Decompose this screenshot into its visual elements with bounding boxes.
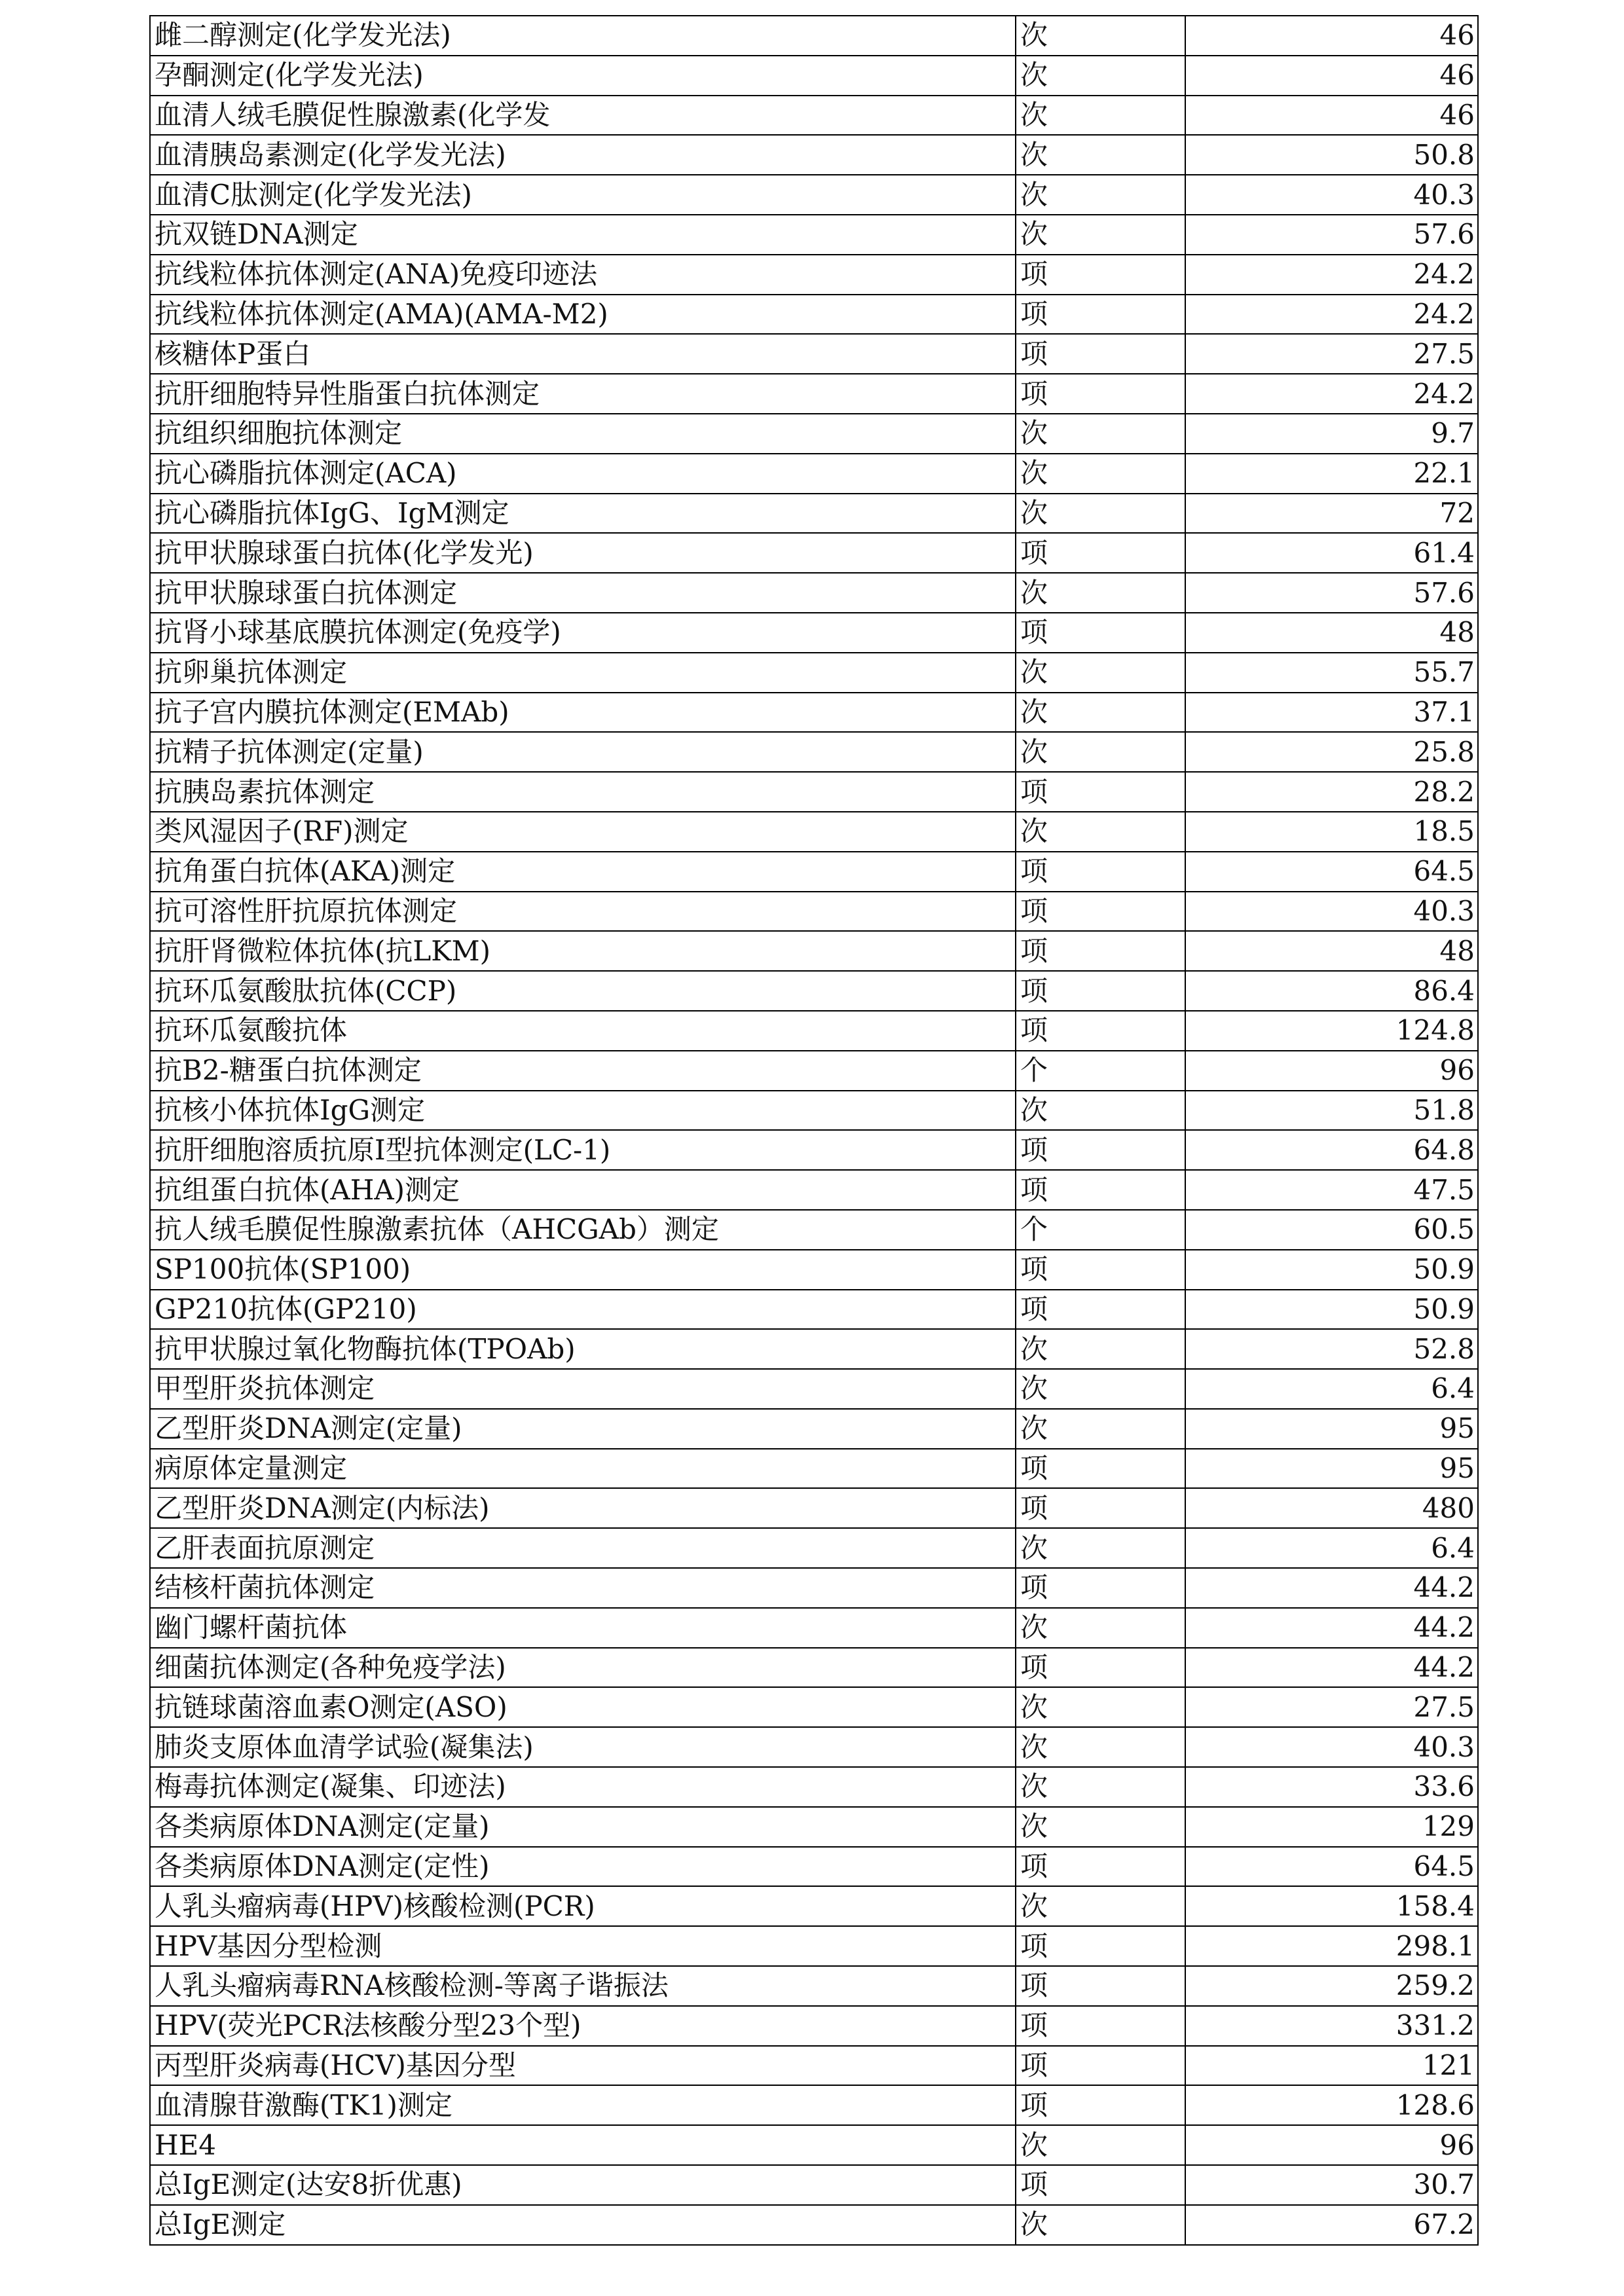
table-row: [150, 533, 1478, 573]
unit-cell: 项: [1016, 255, 1185, 295]
table-row: [150, 1767, 1478, 1807]
table-row: [150, 1210, 1478, 1250]
price-cell: 50.9: [1185, 1290, 1478, 1330]
item-name-cell: 抗卵巢抗体测定: [150, 653, 1016, 693]
table-row: [150, 1807, 1478, 1847]
item-name-cell: GP210抗体(GP210): [150, 1290, 1016, 1330]
price-cell: 30.7: [1185, 2165, 1478, 2205]
table-row: [150, 414, 1478, 454]
item-name-cell: 抗胰岛素抗体测定: [150, 772, 1016, 812]
table-row: [150, 931, 1478, 971]
item-name-cell: 人乳头瘤病毒RNA核酸检测-等离子谐振法: [150, 1966, 1016, 2006]
unit-cell: 项: [1016, 613, 1185, 653]
unit-cell: 项: [1016, 2006, 1185, 2046]
price-cell: 86.4: [1185, 971, 1478, 1011]
item-name-cell: 抗角蛋白抗体(AKA)测定: [150, 852, 1016, 892]
item-name-cell: 核糖体P蛋白: [150, 334, 1016, 374]
table-row: [150, 653, 1478, 693]
table-row: [150, 1886, 1478, 1926]
unit-cell: 项: [1016, 1449, 1185, 1489]
table-row: [150, 2046, 1478, 2086]
price-cell: 64.5: [1185, 852, 1478, 892]
price-cell: 48: [1185, 931, 1478, 971]
price-cell: 46: [1185, 56, 1478, 96]
unit-cell: 次: [1016, 494, 1185, 534]
price-cell: 55.7: [1185, 653, 1478, 693]
item-name-cell: 抗肾小球基底膜抗体测定(免疫学): [150, 613, 1016, 653]
table-row: [150, 175, 1478, 215]
unit-cell: 项: [1016, 2046, 1185, 2086]
item-name-cell: HE4: [150, 2125, 1016, 2165]
price-cell: 57.6: [1185, 215, 1478, 255]
unit-cell: 项: [1016, 1568, 1185, 1608]
table-row: [150, 295, 1478, 335]
item-name-cell: HPV基因分型检测: [150, 1926, 1016, 1966]
item-name-cell: 抗精子抗体测定(定量): [150, 732, 1016, 772]
unit-cell: 次: [1016, 1727, 1185, 1767]
price-cell: 47.5: [1185, 1170, 1478, 1210]
unit-cell: 项: [1016, 931, 1185, 971]
price-cell: 72: [1185, 494, 1478, 534]
item-name-cell: 抗双链DNA测定: [150, 215, 1016, 255]
price-cell: 27.5: [1185, 334, 1478, 374]
table-row: [150, 96, 1478, 136]
price-cell: 40.3: [1185, 892, 1478, 932]
unit-cell: 次: [1016, 1767, 1185, 1807]
price-cell: 480: [1185, 1488, 1478, 1528]
price-cell: 25.8: [1185, 732, 1478, 772]
unit-cell: 次: [1016, 1369, 1185, 1409]
table-row: [150, 1488, 1478, 1528]
price-cell: 259.2: [1185, 1966, 1478, 2006]
table-row: [150, 1250, 1478, 1290]
table-row: [150, 1568, 1478, 1608]
table-row: [150, 1011, 1478, 1051]
item-name-cell: 各类病原体DNA测定(定性): [150, 1847, 1016, 1887]
price-cell: 61.4: [1185, 533, 1478, 573]
price-cell: 128.6: [1185, 2085, 1478, 2125]
unit-cell: 项: [1016, 1488, 1185, 1528]
price-cell: 46: [1185, 16, 1478, 56]
table-row: [150, 2125, 1478, 2165]
unit-cell: 次: [1016, 1528, 1185, 1568]
unit-cell: 项: [1016, 533, 1185, 573]
table-row: [150, 1528, 1478, 1568]
unit-cell: 项: [1016, 334, 1185, 374]
unit-cell: 次: [1016, 1807, 1185, 1847]
unit-cell: 次: [1016, 1329, 1185, 1369]
unit-cell: 项: [1016, 2165, 1185, 2205]
item-name-cell: 抗子宫内膜抗体测定(EMAb): [150, 693, 1016, 733]
price-cell: 67.2: [1185, 2205, 1478, 2245]
item-name-cell: 幽门螺杆菌抗体: [150, 1608, 1016, 1648]
price-cell: 60.5: [1185, 1210, 1478, 1250]
item-name-cell: 抗肝细胞溶质抗原I型抗体测定(LC-1): [150, 1130, 1016, 1170]
unit-cell: 次: [1016, 1886, 1185, 1926]
item-name-cell: 抗人绒毛膜促性腺激素抗体（AHCGAb）测定: [150, 1210, 1016, 1250]
table-row: [150, 1608, 1478, 1648]
unit-cell: 项: [1016, 1250, 1185, 1290]
table-row: [150, 1847, 1478, 1887]
table-row: [150, 812, 1478, 852]
unit-cell: 项: [1016, 1966, 1185, 2006]
item-name-cell: 抗肝细胞特异性脂蛋白抗体测定: [150, 374, 1016, 414]
price-cell: 18.5: [1185, 812, 1478, 852]
price-cell: 6.4: [1185, 1369, 1478, 1409]
table-row: [150, 2205, 1478, 2245]
item-name-cell: 抗甲状腺球蛋白抗体测定: [150, 573, 1016, 613]
item-name-cell: 抗甲状腺球蛋白抗体(化学发光): [150, 533, 1016, 573]
unit-cell: 次: [1016, 1409, 1185, 1449]
unit-cell: 次: [1016, 573, 1185, 613]
item-name-cell: 血清人绒毛膜促性腺激素(化学发: [150, 96, 1016, 136]
unit-cell: 项: [1016, 971, 1185, 1011]
table-row: [150, 2085, 1478, 2125]
table-row: [150, 1687, 1478, 1727]
unit-cell: 个: [1016, 1051, 1185, 1091]
price-cell: 64.5: [1185, 1847, 1478, 1887]
price-cell: 6.4: [1185, 1528, 1478, 1568]
table-row: [150, 772, 1478, 812]
unit-cell: 次: [1016, 414, 1185, 454]
table-row: [150, 1369, 1478, 1409]
table-row: [150, 1727, 1478, 1767]
item-name-cell: 抗肝肾微粒体抗体(抗LKM): [150, 931, 1016, 971]
item-name-cell: 抗线粒体抗体测定(ANA)免疫印迹法: [150, 255, 1016, 295]
price-cell: 40.3: [1185, 175, 1478, 215]
unit-cell: 项: [1016, 1648, 1185, 1688]
price-cell: 96: [1185, 2125, 1478, 2165]
unit-cell: 次: [1016, 732, 1185, 772]
table-row: [150, 135, 1478, 175]
item-name-cell: SP100抗体(SP100): [150, 1250, 1016, 1290]
item-name-cell: 抗核小体抗体IgG测定: [150, 1091, 1016, 1131]
table-row: [150, 613, 1478, 653]
item-name-cell: 雌二醇测定(化学发光法): [150, 16, 1016, 56]
unit-cell: 次: [1016, 175, 1185, 215]
unit-cell: 次: [1016, 2125, 1185, 2165]
unit-cell: 项: [1016, 2085, 1185, 2125]
price-cell: 298.1: [1185, 1926, 1478, 1966]
item-name-cell: 抗链球菌溶血素O测定(ASO): [150, 1687, 1016, 1727]
price-cell: 24.2: [1185, 295, 1478, 335]
table-row: [150, 1290, 1478, 1330]
unit-cell: 次: [1016, 215, 1185, 255]
unit-cell: 个: [1016, 1210, 1185, 1250]
item-name-cell: 孕酮测定(化学发光法): [150, 56, 1016, 96]
item-name-cell: 病原体定量测定: [150, 1449, 1016, 1489]
price-cell: 158.4: [1185, 1886, 1478, 1926]
table-row: [150, 1051, 1478, 1091]
unit-cell: 项: [1016, 1170, 1185, 1210]
item-name-cell: 抗环瓜氨酸抗体: [150, 1011, 1016, 1051]
price-cell: 46: [1185, 96, 1478, 136]
table-row: [150, 334, 1478, 374]
item-name-cell: 抗组蛋白抗体(AHA)测定: [150, 1170, 1016, 1210]
unit-cell: 项: [1016, 1290, 1185, 1330]
item-name-cell: 血清C肽测定(化学发光法): [150, 175, 1016, 215]
item-name-cell: 类风湿因子(RF)测定: [150, 812, 1016, 852]
table-row: [150, 693, 1478, 733]
price-cell: 50.8: [1185, 135, 1478, 175]
price-cell: 40.3: [1185, 1727, 1478, 1767]
table-row: [150, 215, 1478, 255]
item-name-cell: 抗可溶性肝抗原抗体测定: [150, 892, 1016, 932]
unit-cell: 项: [1016, 892, 1185, 932]
item-name-cell: 肺炎支原体血清学试验(凝集法): [150, 1727, 1016, 1767]
item-name-cell: 乙型肝炎DNA测定(内标法): [150, 1488, 1016, 1528]
price-cell: 95: [1185, 1409, 1478, 1449]
item-name-cell: 抗环瓜氨酸肽抗体(CCP): [150, 971, 1016, 1011]
price-cell: 33.6: [1185, 1767, 1478, 1807]
table-row: [150, 573, 1478, 613]
table-row: [150, 2006, 1478, 2046]
unit-cell: 次: [1016, 135, 1185, 175]
unit-cell: 次: [1016, 56, 1185, 96]
unit-cell: 次: [1016, 96, 1185, 136]
unit-cell: 次: [1016, 693, 1185, 733]
table-row: [150, 255, 1478, 295]
price-cell: 44.2: [1185, 1648, 1478, 1688]
item-name-cell: 丙型肝炎病毒(HCV)基因分型: [150, 2046, 1016, 2086]
price-cell: 52.8: [1185, 1329, 1478, 1369]
unit-cell: 项: [1016, 772, 1185, 812]
item-name-cell: 抗甲状腺过氧化物酶抗体(TPOAb): [150, 1329, 1016, 1369]
table-row: [150, 374, 1478, 414]
table-row: [150, 2165, 1478, 2205]
unit-cell: 次: [1016, 2205, 1185, 2245]
price-cell: 44.2: [1185, 1568, 1478, 1608]
item-name-cell: 抗心磷脂抗体测定(ACA): [150, 454, 1016, 494]
unit-cell: 项: [1016, 1011, 1185, 1051]
item-name-cell: 血清胰岛素测定(化学发光法): [150, 135, 1016, 175]
item-name-cell: 总IgE测定(达安8折优惠): [150, 2165, 1016, 2205]
item-name-cell: 梅毒抗体测定(凝集、印迹法): [150, 1767, 1016, 1807]
table-row: [150, 852, 1478, 892]
item-name-cell: 抗B2-糖蛋白抗体测定: [150, 1051, 1016, 1091]
unit-cell: 次: [1016, 812, 1185, 852]
item-name-cell: 血清腺苷激酶(TK1)测定: [150, 2085, 1016, 2125]
price-cell: 9.7: [1185, 414, 1478, 454]
price-table-body: [150, 16, 1478, 2245]
item-name-cell: 各类病原体DNA测定(定量): [150, 1807, 1016, 1847]
item-name-cell: 甲型肝炎抗体测定: [150, 1369, 1016, 1409]
price-cell: 331.2: [1185, 2006, 1478, 2046]
table-row: [150, 971, 1478, 1011]
table-row: [150, 1329, 1478, 1369]
unit-cell: 次: [1016, 16, 1185, 56]
table-row: [150, 732, 1478, 772]
item-name-cell: 抗线粒体抗体测定(AMA)(AMA-M2): [150, 295, 1016, 335]
price-cell: 24.2: [1185, 374, 1478, 414]
unit-cell: 项: [1016, 1130, 1185, 1170]
price-table: [149, 15, 1479, 2246]
item-name-cell: 结核杆菌抗体测定: [150, 1568, 1016, 1608]
price-cell: 24.2: [1185, 255, 1478, 295]
unit-cell: 次: [1016, 454, 1185, 494]
unit-cell: 次: [1016, 1687, 1185, 1727]
table-row: [150, 1966, 1478, 2006]
price-cell: 51.8: [1185, 1091, 1478, 1131]
item-name-cell: 抗心磷脂抗体IgG、IgM测定: [150, 494, 1016, 534]
unit-cell: 项: [1016, 295, 1185, 335]
item-name-cell: HPV(荧光PCR法核酸分型23个型): [150, 2006, 1016, 2046]
unit-cell: 次: [1016, 1608, 1185, 1648]
price-cell: 95: [1185, 1449, 1478, 1489]
table-row: [150, 1091, 1478, 1131]
price-cell: 28.2: [1185, 772, 1478, 812]
unit-cell: 次: [1016, 653, 1185, 693]
item-name-cell: 乙肝表面抗原测定: [150, 1528, 1016, 1568]
unit-cell: 项: [1016, 852, 1185, 892]
table-row: [150, 16, 1478, 56]
price-cell: 121: [1185, 2046, 1478, 2086]
table-row: [150, 1409, 1478, 1449]
price-cell: 22.1: [1185, 454, 1478, 494]
item-name-cell: 抗组织细胞抗体测定: [150, 414, 1016, 454]
price-cell: 129: [1185, 1807, 1478, 1847]
price-cell: 48: [1185, 613, 1478, 653]
unit-cell: 项: [1016, 1926, 1185, 1966]
price-cell: 44.2: [1185, 1608, 1478, 1648]
table-row: [150, 1170, 1478, 1210]
price-cell: 57.6: [1185, 573, 1478, 613]
price-cell: 64.8: [1185, 1130, 1478, 1170]
item-name-cell: 细菌抗体测定(各种免疫学法): [150, 1648, 1016, 1688]
table-row: [150, 1449, 1478, 1489]
table-row: [150, 494, 1478, 534]
item-name-cell: 总IgE测定: [150, 2205, 1016, 2245]
item-name-cell: 乙型肝炎DNA测定(定量): [150, 1409, 1016, 1449]
unit-cell: 项: [1016, 1847, 1185, 1887]
price-cell: 27.5: [1185, 1687, 1478, 1727]
unit-cell: 项: [1016, 374, 1185, 414]
price-cell: 50.9: [1185, 1250, 1478, 1290]
price-cell: 124.8: [1185, 1011, 1478, 1051]
table-row: [150, 56, 1478, 96]
table-row: [150, 454, 1478, 494]
table-row: [150, 892, 1478, 932]
price-cell: 37.1: [1185, 693, 1478, 733]
table-row: [150, 1130, 1478, 1170]
table-row: [150, 1926, 1478, 1966]
unit-cell: 次: [1016, 1091, 1185, 1131]
table-row: [150, 1648, 1478, 1688]
item-name-cell: 人乳头瘤病毒(HPV)核酸检测(PCR): [150, 1886, 1016, 1926]
price-cell: 96: [1185, 1051, 1478, 1091]
